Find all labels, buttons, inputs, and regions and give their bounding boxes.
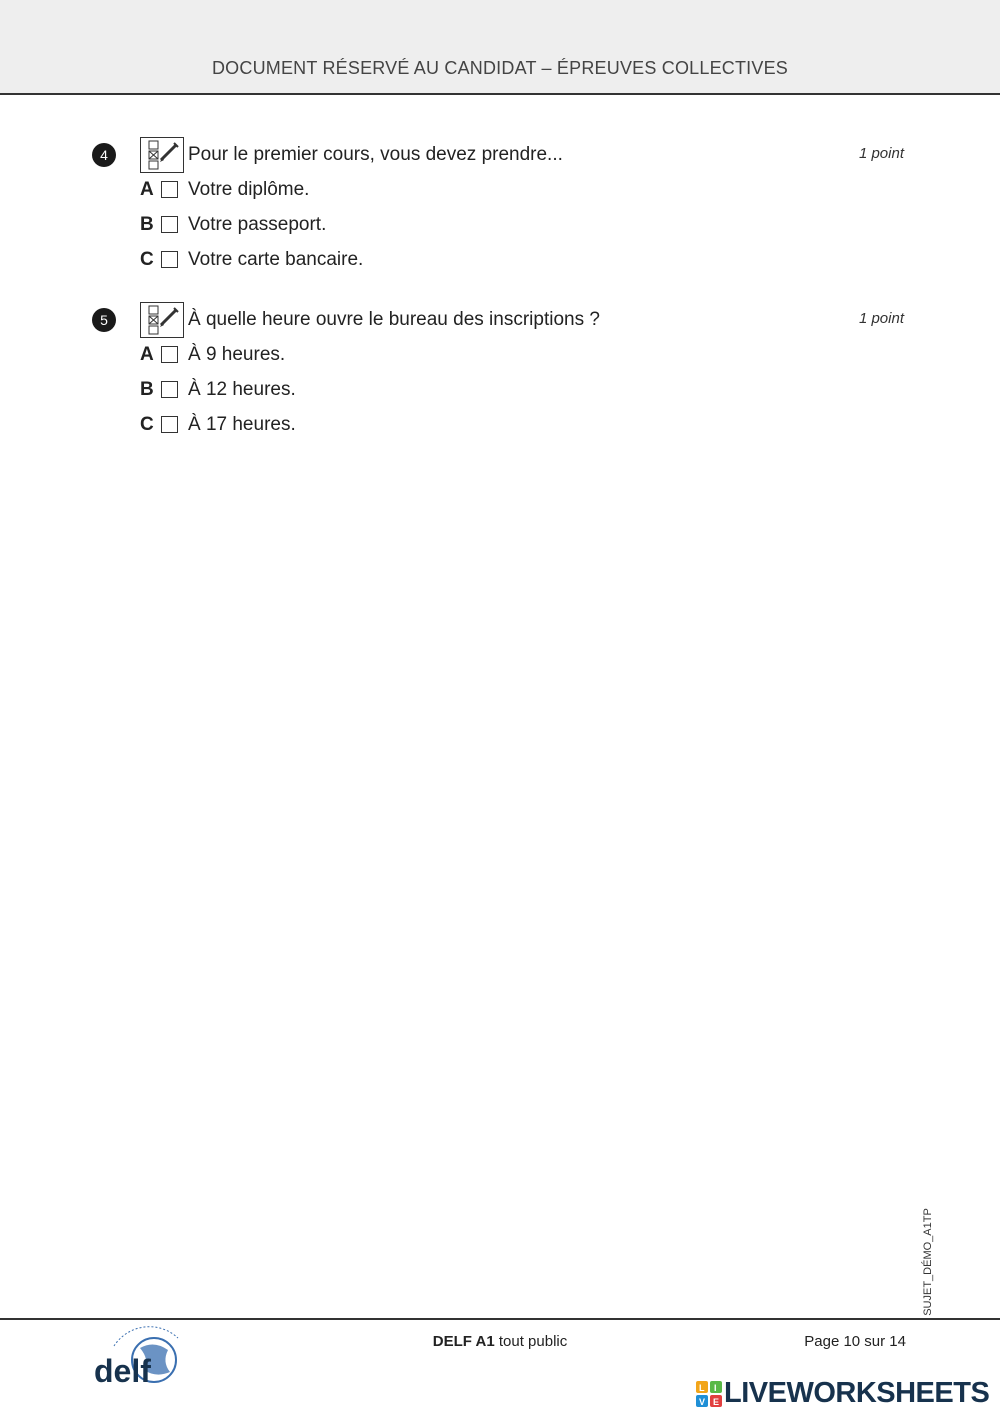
- question-text: Pour le premier cours, vous devez prendre...: [188, 144, 563, 165]
- answer-checkbox[interactable]: [161, 346, 178, 363]
- question-points: 1 point: [858, 145, 904, 162]
- svg-text:E: E: [713, 1397, 720, 1407]
- question-text: À quelle heure ouvre le bureau des inscriptions ?: [188, 309, 600, 330]
- svg-text:I: I: [714, 1383, 717, 1393]
- footer-divider: [0, 1318, 1000, 1320]
- option-letter: C: [140, 249, 154, 270]
- page-header: [0, 0, 1000, 95]
- option-letter: A: [140, 179, 154, 200]
- question-points: 1 point: [858, 310, 904, 327]
- tick-box-icon: [140, 137, 184, 173]
- svg-text:delf: delf: [94, 1353, 151, 1389]
- option-text: Votre diplôme.: [188, 179, 310, 200]
- answer-checkbox[interactable]: [161, 251, 178, 268]
- svg-text:V: V: [699, 1397, 706, 1407]
- option-letter: B: [140, 214, 154, 235]
- question-number: 5: [92, 308, 116, 332]
- page-number: Page 10 sur 14: [804, 1333, 906, 1350]
- delf-logo: [92, 1326, 184, 1392]
- question-number: 4: [92, 143, 116, 167]
- answer-checkbox[interactable]: [161, 181, 178, 198]
- svg-text:L: L: [699, 1383, 705, 1393]
- option-text: À 17 heures.: [188, 414, 296, 435]
- header-title: DOCUMENT RÉSERVÉ AU CANDIDAT – ÉPREUVES COLLECTIVES: [211, 58, 788, 78]
- tick-box-icon: [140, 302, 184, 338]
- option-text: Votre passeport.: [188, 214, 327, 235]
- option-letter: C: [140, 414, 154, 435]
- answer-checkbox[interactable]: [161, 416, 178, 433]
- subject-code: SUJET_DÉMO_A1TP: [922, 1208, 934, 1316]
- liveworksheets-tiles-icon: [696, 1381, 722, 1407]
- option-text: À 12 heures.: [188, 379, 296, 400]
- option-letter: A: [140, 344, 154, 365]
- answer-checkbox[interactable]: [161, 216, 178, 233]
- option-letter: B: [140, 379, 154, 400]
- answer-checkbox[interactable]: [161, 381, 178, 398]
- exam-name: [380, 1333, 620, 1350]
- option-text: À 9 heures.: [188, 344, 286, 365]
- liveworksheets-wordmark: LIVEWORKSHEETS: [724, 1377, 990, 1409]
- exam-suffix: tout public: [498, 1333, 568, 1350]
- liveworksheets-logo[interactable]: [696, 1376, 996, 1410]
- exam-title: DELF A1: [432, 1333, 495, 1350]
- option-text: Votre carte bancaire.: [188, 249, 364, 270]
